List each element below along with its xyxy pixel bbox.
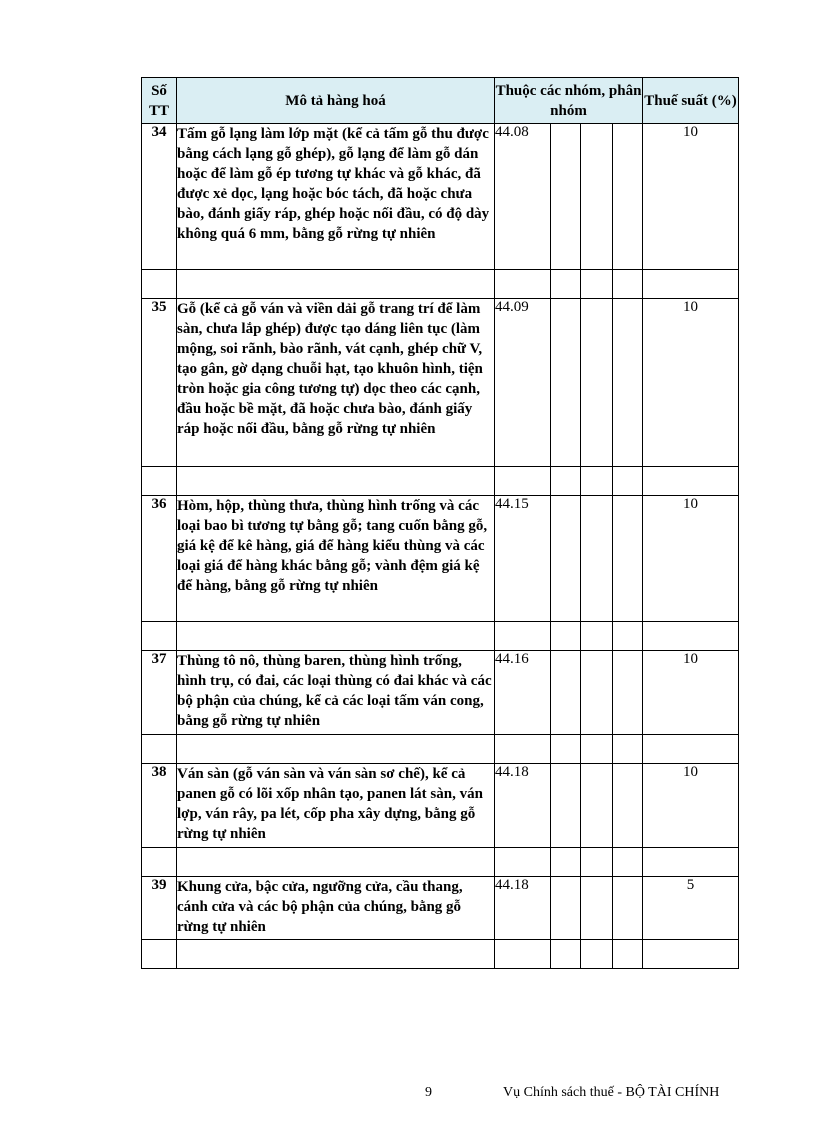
table-row bbox=[142, 764, 739, 848]
row-group-subcell bbox=[581, 764, 613, 848]
row-group-subcell bbox=[551, 299, 581, 467]
row-group-subcell bbox=[581, 877, 613, 940]
empty-cell bbox=[581, 467, 613, 496]
row-group-code: 44.08 bbox=[495, 124, 551, 270]
footer-credit: Vụ Chính sách thuế - BỘ TÀI CHÍNH bbox=[503, 1085, 720, 1100]
table-row bbox=[142, 299, 739, 467]
row-description: Tấm gỗ lạng làm lớp mặt (kể cả tấm gỗ thu được bằng cách lạng gỗ ghép), gỗ lạng để làm gỗ dán hoặc để làm gỗ ép tương tự khác và gỗ khác, đã được xẻ dọc, lạng hoặc bóc tách, đã hoặc chưa bào, đánh giấy ráp, ghép hoặc nối đầu, có độ dày không quá 6 mm, bằng gỗ rừng tự nhiên bbox=[177, 124, 495, 270]
empty-cell bbox=[551, 735, 581, 764]
empty-cell bbox=[613, 270, 643, 299]
row-tax-rate: 10 bbox=[643, 299, 739, 467]
empty-cell bbox=[142, 735, 177, 764]
empty-cell bbox=[142, 848, 177, 877]
header-rate: Thuế suất (%) bbox=[643, 78, 739, 124]
empty-cell bbox=[613, 848, 643, 877]
header-group: Thuộc các nhóm, phân nhóm bbox=[495, 78, 643, 124]
empty-cell bbox=[177, 622, 495, 651]
row-tax-rate: 10 bbox=[643, 124, 739, 270]
row-number: 36 bbox=[142, 496, 177, 622]
tariff-table bbox=[141, 77, 739, 969]
row-group-code: 44.18 bbox=[495, 877, 551, 940]
empty-cell bbox=[643, 848, 739, 877]
empty-cell bbox=[643, 270, 739, 299]
table-spacer-row bbox=[142, 735, 739, 764]
empty-cell bbox=[177, 270, 495, 299]
empty-cell bbox=[551, 467, 581, 496]
row-tax-rate: 5 bbox=[643, 877, 739, 940]
empty-cell bbox=[495, 270, 551, 299]
page-number: 9 bbox=[425, 1085, 432, 1100]
row-group-subcell bbox=[581, 651, 613, 735]
empty-cell bbox=[495, 467, 551, 496]
empty-cell bbox=[613, 467, 643, 496]
empty-cell bbox=[581, 622, 613, 651]
empty-cell bbox=[177, 467, 495, 496]
table-row bbox=[142, 124, 739, 270]
row-group-subcell bbox=[551, 496, 581, 622]
empty-cell bbox=[551, 622, 581, 651]
row-description: Ván sàn (gỗ ván sàn và ván sàn sơ chế), kể cả panen gỗ có lõi xốp nhân tạo, panen lát sàn, ván lợp, ván rây, pa lét, cốp pha xây dựng, bằng gỗ rừng tự nhiên bbox=[177, 764, 495, 848]
row-description: Hòm, hộp, thùng thưa, thùng hình trống và các loại bao bì tương tự bằng gỗ; tang cuốn bằng gỗ, giá kệ để kê hàng, giá để hàng kiểu thùng và các loại giá để hàng khác bằng gỗ; vành đệm giá kệ để hàng, bằng gỗ rừng tự nhiên bbox=[177, 496, 495, 622]
row-group-subcell bbox=[551, 651, 581, 735]
row-number: 37 bbox=[142, 651, 177, 735]
row-group-code: 44.16 bbox=[495, 651, 551, 735]
row-group-subcell bbox=[551, 877, 581, 940]
empty-cell bbox=[142, 940, 177, 969]
empty-cell bbox=[177, 735, 495, 764]
empty-cell bbox=[643, 940, 739, 969]
row-group-subcell bbox=[551, 124, 581, 270]
row-group-subcell bbox=[581, 124, 613, 270]
row-group-subcell bbox=[581, 496, 613, 622]
header-description: Mô tả hàng hoá bbox=[177, 78, 495, 124]
row-tax-rate: 10 bbox=[643, 764, 739, 848]
row-group-subcell bbox=[613, 124, 643, 270]
empty-cell bbox=[551, 270, 581, 299]
empty-cell bbox=[613, 940, 643, 969]
row-number: 35 bbox=[142, 299, 177, 467]
table-row bbox=[142, 877, 739, 940]
table-spacer-row bbox=[142, 848, 739, 877]
empty-cell bbox=[581, 270, 613, 299]
empty-cell bbox=[581, 735, 613, 764]
row-group-subcell bbox=[551, 764, 581, 848]
row-group-subcell bbox=[613, 496, 643, 622]
row-description: Gỗ (kể cả gỗ ván và viền dải gỗ trang trí để làm sàn, chưa lắp ghép) được tạo dáng liên tục (làm mộng, soi rãnh, bào rãnh, vát cạnh, ghép chữ V, tạo gân, gờ dạng chuỗi hạt, tạo khuôn hình, tiện tròn hoặc gia công tương tự) dọc theo các cạnh, đầu hoặc bề mặt, đã hoặc chưa bào, đánh giấy ráp hoặc nối đầu, bằng gỗ rừng tự nhiên bbox=[177, 299, 495, 467]
table-body bbox=[142, 124, 739, 969]
empty-cell bbox=[581, 848, 613, 877]
table-spacer-row bbox=[142, 940, 739, 969]
row-group-subcell bbox=[581, 299, 613, 467]
table-header-row bbox=[142, 78, 739, 124]
empty-cell bbox=[495, 848, 551, 877]
row-description: Thùng tô nô, thùng baren, thùng hình trống, hình trụ, có đai, các loại thùng có đai khác và các bộ phận của chúng, kể cả các loại tấm ván cong, bằng gỗ rừng tự nhiên bbox=[177, 651, 495, 735]
header-stt: Số TT bbox=[142, 78, 177, 124]
empty-cell bbox=[613, 735, 643, 764]
row-tax-rate: 10 bbox=[643, 496, 739, 622]
row-group-code: 44.09 bbox=[495, 299, 551, 467]
empty-cell bbox=[495, 622, 551, 651]
empty-cell bbox=[643, 622, 739, 651]
empty-cell bbox=[495, 735, 551, 764]
table-spacer-row bbox=[142, 622, 739, 651]
table-row bbox=[142, 651, 739, 735]
row-description: Khung cửa, bậc cửa, ngưỡng cửa, cầu thang, cánh cửa và các bộ phận của chúng, bằng gỗ rừng tự nhiên bbox=[177, 877, 495, 940]
table-row bbox=[142, 496, 739, 622]
empty-cell bbox=[643, 467, 739, 496]
empty-cell bbox=[613, 622, 643, 651]
table-spacer-row bbox=[142, 467, 739, 496]
empty-cell bbox=[495, 940, 551, 969]
row-group-code: 44.18 bbox=[495, 764, 551, 848]
empty-cell bbox=[177, 940, 495, 969]
empty-cell bbox=[142, 622, 177, 651]
table-spacer-row bbox=[142, 270, 739, 299]
empty-cell bbox=[142, 467, 177, 496]
row-number: 39 bbox=[142, 877, 177, 940]
row-group-subcell bbox=[613, 764, 643, 848]
empty-cell bbox=[643, 735, 739, 764]
row-group-subcell bbox=[613, 299, 643, 467]
empty-cell bbox=[551, 848, 581, 877]
empty-cell bbox=[581, 940, 613, 969]
row-group-subcell bbox=[613, 877, 643, 940]
empty-cell bbox=[551, 940, 581, 969]
empty-cell bbox=[177, 848, 495, 877]
empty-cell bbox=[142, 270, 177, 299]
row-group-code: 44.15 bbox=[495, 496, 551, 622]
row-tax-rate: 10 bbox=[643, 651, 739, 735]
row-group-subcell bbox=[613, 651, 643, 735]
row-number: 34 bbox=[142, 124, 177, 270]
row-number: 38 bbox=[142, 764, 177, 848]
